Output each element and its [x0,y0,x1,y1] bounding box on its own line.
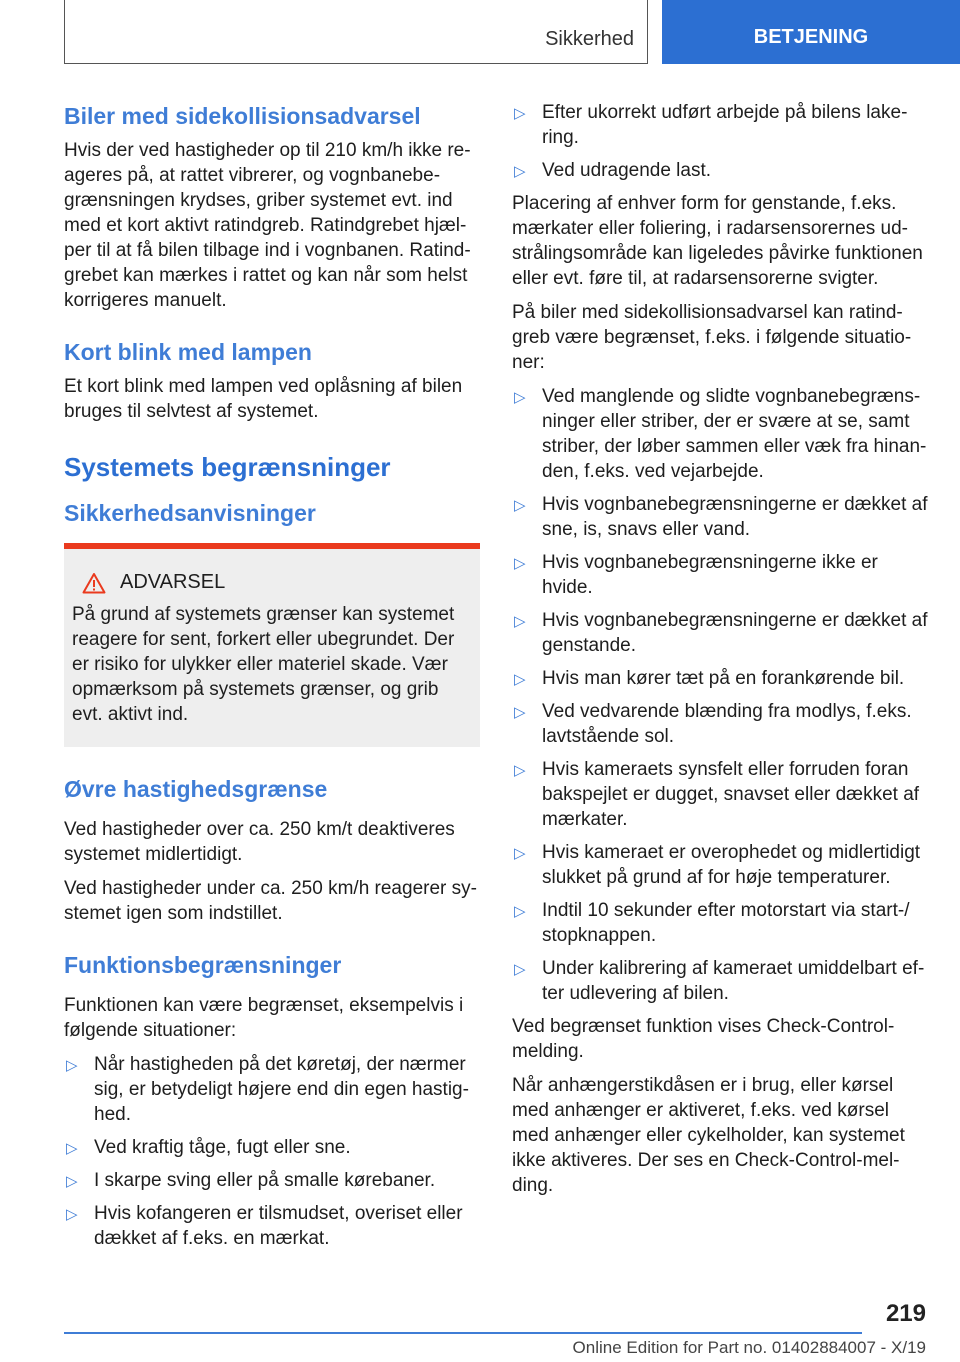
triangle-bullet-icon: ▷ [66,1173,78,1190]
triangle-bullet-icon: ▷ [514,903,526,920]
heading-sikkerhedsanvisninger: Sikkerhedsanvisninger [64,500,316,526]
para-ovre-2: Ved hastigheder under ca. 250 km/h reagerer sy-stemet igen som indstillet. [64,878,477,924]
para-check-control: Ved begrænset funktion vises Check-Control-melding. [512,1016,895,1062]
heading-begraensninger: Systemets begrænsninger [64,452,391,482]
heading-sidekollision: Biler med sidekollisionsadvarsel [64,103,421,129]
list-item: ▷ Ved manglende og slidte vognbanebegræns-ninger eller striber, der er svære at se, samt striber, der løber sammen eller væk fra hinan-den, f.eks. ved vejarbejde. [514,386,927,482]
para-ratindgreb: På biler med sidekollisionsadvarsel kan ratind-greb være begrænset, f.eks. i følgende situatio-ner: [512,302,912,373]
right-column [512,100,928,1207]
para-placering: Placering af enhver form for genstande, f.eks. mærkater eller foliering, i radarsensorernes ud-strålingsområde kan ligeledes påvirke funktionen eller evt. føre til, at radarsensorerne svigter. [512,193,923,289]
list-item: ▷ Hvis vognbanebegrænsningerne ikke er hvide. [514,552,878,598]
left-bullet-list [64,1052,480,1251]
warning-text: På grund af systemets grænser kan systemet reagere for sent, forkert eller ubegrundet. Der er risiko for ulykker eller materiel skade. Vær opmærksom på systemets grænser, og grib evt. aktivt ind. [72,604,455,725]
triangle-bullet-icon: ▷ [514,555,526,572]
triangle-bullet-icon: ▷ [514,671,526,688]
triangle-bullet-icon: ▷ [514,163,526,180]
triangle-bullet-icon: ▷ [514,704,526,721]
heading-funktionsbegraensninger: Funktionsbegrænsninger [64,952,342,978]
triangle-bullet-icon: ▷ [514,961,526,978]
list-item: ▷ Hvis kofangeren er tilsmudset, overiset eller dækket af f.eks. en mærkat. [66,1203,463,1249]
page-number: 219 [885,1300,926,1327]
para-anhaenger: Når anhængerstikdåsen er i brug, eller kørsel med anhænger er aktiveret, f.eks. ved kørsel med anhænger eller cykelholder, kan systemet ikke aktiveres. Der ses en Check-Control-mel-ding. [512,1075,905,1196]
list-item: ▷ Hvis kameraet er overophedet og midlertidigt slukket på grund af for høje temperaturer. [514,842,921,888]
para-ovre-1: Ved hastigheder over ca. 250 km/t deaktiveres systemet midlertidigt. [64,819,455,865]
list-item: ▷ Ved vedvarende blænding fra modlys, f.eks. lavtstående sol. [514,701,912,747]
heading-kort-blink: Kort blink med lampen [64,339,312,365]
list-item: ▷ Efter ukorrekt udført arbejde på bilens lake-ring. [514,102,908,148]
left-column [64,100,480,1259]
triangle-bullet-icon: ▷ [66,1140,78,1157]
triangle-bullet-icon: ▷ [66,1057,78,1074]
warning-title-row [72,571,472,594]
triangle-bullet-icon: ▷ [514,845,526,862]
warning-triangle-icon [82,572,106,594]
list-item: ▷ Når hastigheden på det køretøj, der nærmer sig, er betydeligt højere end din egen hastig-hed. [66,1054,469,1125]
triangle-bullet-icon: ▷ [514,613,526,630]
header-section-title: Sikkerhed [545,28,634,50]
footer-edition: Online Edition for Part no. 01402884007 - X/19 [572,1338,926,1357]
triangle-bullet-icon: ▷ [66,1206,78,1223]
triangle-bullet-icon: ▷ [514,105,526,122]
list-item: ▷ Hvis man kører tæt på en forankørende bil. [512,666,928,691]
list-item: ▷ Hvis vognbanebegrænsningerne er dækket af sne, is, snavs eller vand. [514,494,928,540]
triangle-bullet-icon: ▷ [514,497,526,514]
list-item: ▷ Hvis vognbanebegrænsningerne er dækket af genstande. [514,610,928,656]
para-sidekollision: Hvis der ved hastigheder op til 210 km/h ikke re-ageres på, at rattet vibrerer, og vognbanebe-grænsningen krydses, griber systemet evt. ind med et kort aktivt ratindgreb. Ratindgrebet hjæl-per til at få bilen tilbage ind i vognbanen. Ratind-grebet kan mærkes i rattet og kan når som helst korrigeres manuelt. [64,140,471,311]
para-funktion: Funktionen kan være begrænset, eksempelvis i følgende situationer: [64,995,464,1041]
triangle-bullet-icon: ▷ [514,389,526,406]
footer-divider [64,1332,862,1334]
right-bullet-list-1 [512,100,928,183]
triangle-bullet-icon: ▷ [514,762,526,779]
list-item: ▷ Hvis kameraets synsfelt eller forruden foran bakspejlet er dugget, snavset eller dækket af mærkater. [514,759,920,830]
list-item: ▷ Under kalibrering af kameraet umiddelbart ef-ter udlevering af bilen. [514,958,925,1004]
list-item: ▷ Indtil 10 sekunder efter motorstart via start-/ stopknappen. [514,900,910,946]
heading-ovre-hastighed: Øvre hastighedsgrænse [64,776,328,802]
warning-title: ADVARSEL [120,571,226,593]
header-chapter-tab: BETJENING [662,0,960,64]
list-item: ▷ Ved udragende last. [512,158,928,183]
para-kort-blink: Et kort blink med lampen ved oplåsning af bilen bruges til selvtest af systemet. [64,376,463,422]
list-item: ▷ I skarpe sving eller på smalle kørebaner. [64,1168,480,1193]
right-bullet-list-2 [512,384,928,1006]
warning-box [64,543,480,747]
list-item: ▷ Ved kraftig tåge, fugt eller sne. [64,1135,480,1160]
